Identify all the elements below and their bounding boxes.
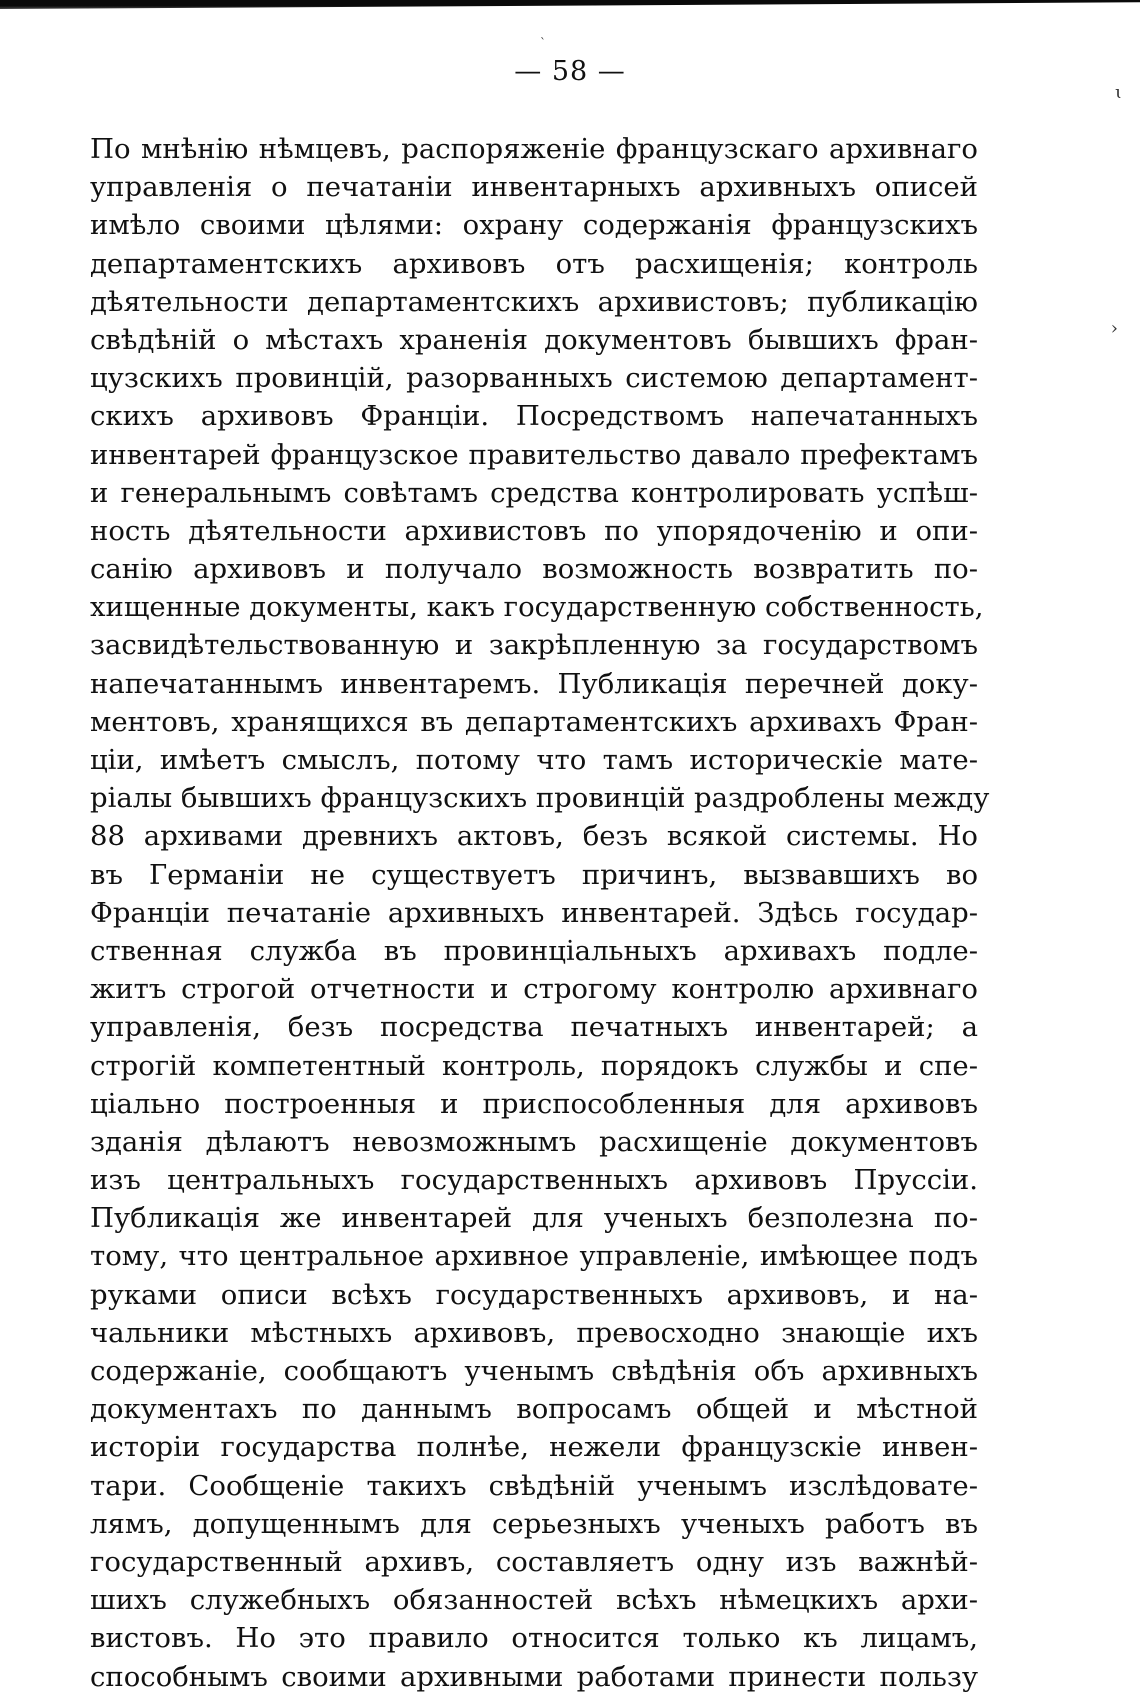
text-line: тому, что центральное архивное управленіе, имѣющее подъ bbox=[90, 1240, 978, 1273]
margin-mark: ɩ bbox=[1114, 82, 1122, 103]
page-number: — 58 — bbox=[514, 56, 626, 87]
text-line: содержаніе, сообщаютъ ученымъ свѣдѣнія объ архивныхъ bbox=[90, 1355, 978, 1387]
text-line: скихъ архивовъ Франціи. Посредствомъ напечатанныхъ bbox=[90, 400, 978, 433]
text-line: Публикація же инвентарей для ученыхъ безполезна по- bbox=[90, 1202, 978, 1235]
text-line: способнымъ своими архивными работами принести пользу bbox=[90, 1660, 978, 1693]
text-line: дѣятельности департаментскихъ архивистовъ; публикацію bbox=[90, 285, 978, 318]
text-line: засвидѣтельствованную и закрѣпленную за государствомъ bbox=[90, 629, 978, 662]
text-line: государственный архивъ, составляетъ одну изъ важнѣй- bbox=[90, 1545, 978, 1578]
text-line: управленія, безъ посредства печатныхъ инвентарей; а bbox=[90, 1011, 978, 1044]
text-line: По мнѣнію нѣмцевъ, распоряженіе французскаго архивнаго bbox=[90, 133, 978, 165]
top-scan-edge bbox=[0, 0, 1140, 9]
text-line: лямъ, допущеннымъ для серьезныхъ ученыхъ работъ въ bbox=[90, 1507, 978, 1540]
text-line: Франціи печатаніе архивныхъ инвентарей. Здѣсь государ- bbox=[90, 896, 978, 929]
text-line: строгій компетентный контроль, порядокъ службы и спе- bbox=[90, 1049, 978, 1082]
text-line: напечатаннымъ инвентаремъ. Публикація перечней доку- bbox=[90, 667, 978, 700]
text-line: имѣло своими цѣлями: охрану содержанія французскихъ bbox=[90, 209, 978, 242]
text-line: свѣдѣній о мѣстахъ храненія документовъ бывшихъ фран- bbox=[90, 323, 978, 356]
text-line: ціально построенныя и приспособленныя для архивовъ bbox=[90, 1087, 978, 1120]
text-line: зданія дѣлаютъ невозможнымъ расхищеніе документовъ bbox=[90, 1125, 978, 1158]
text-line: управленія о печатаніи инвентарныхъ архивныхъ описей bbox=[90, 171, 978, 204]
text-line: документахъ по даннымъ вопросамъ общей и мѣстной bbox=[90, 1393, 978, 1426]
text-line: ственная служба въ провинціальныхъ архивахъ подле- bbox=[90, 934, 978, 967]
text-line: тари. Сообщеніе такихъ свѣдѣній ученымъ изслѣдовате- bbox=[90, 1469, 978, 1502]
text-line: ментовъ, хранящихся въ департаментскихъ архивахъ Фран- bbox=[90, 705, 978, 738]
text-line: санію архивовъ и получало возможность возвратить по- bbox=[90, 553, 978, 586]
text-line: шихъ служебныхъ обязанностей всѣхъ нѣмецкихъ архи- bbox=[90, 1584, 978, 1617]
text-line: и генеральнымъ совѣтамъ средства контролировать успѣш- bbox=[90, 476, 978, 509]
text-line: ность дѣятельности архивистовъ по упорядоченію и опи- bbox=[90, 514, 978, 547]
text-line: хищенные документы, какъ государственную собственность, bbox=[90, 591, 984, 624]
text-line: руками описи всѣхъ государственныхъ архивовъ, и на- bbox=[90, 1278, 978, 1311]
body-text bbox=[90, 130, 990, 1696]
text-line: изъ центральныхъ государственныхъ архивовъ Пруссіи. bbox=[90, 1164, 978, 1197]
text-line: житъ строгой отчетности и строгому контролю архивнаго bbox=[90, 973, 978, 1006]
text-line: вистовъ. Но это правило относится только къ лицамъ, bbox=[90, 1622, 978, 1655]
text-line: 88 архивами древнихъ актовъ, безъ всякой системы. Но bbox=[90, 820, 978, 853]
text-line: инвентарей французское правительство давало префектамъ bbox=[90, 438, 978, 471]
margin-mark: › bbox=[1110, 318, 1118, 339]
text-line: ріалы бывшихъ французскихъ провинцій раздроблены между bbox=[90, 782, 990, 815]
scan-speck: ` bbox=[540, 36, 546, 50]
text-line: исторіи государства полнѣе, нежели французскіе инвен- bbox=[90, 1431, 978, 1464]
text-line: цузскихъ провинцій, разорванныхъ системою департамент- bbox=[90, 362, 978, 395]
text-line: въ Германіи не существуетъ причинъ, вызвавшихъ во bbox=[90, 858, 978, 891]
text-line: чальники мѣстныхъ архивовъ, превосходно знающіе ихъ bbox=[90, 1316, 978, 1349]
text-line: ціи, имѣетъ смыслъ, потому что тамъ историческіе мате- bbox=[90, 744, 978, 776]
text-line: департаментскихъ архивовъ отъ расхищенія; контроль bbox=[90, 247, 978, 280]
